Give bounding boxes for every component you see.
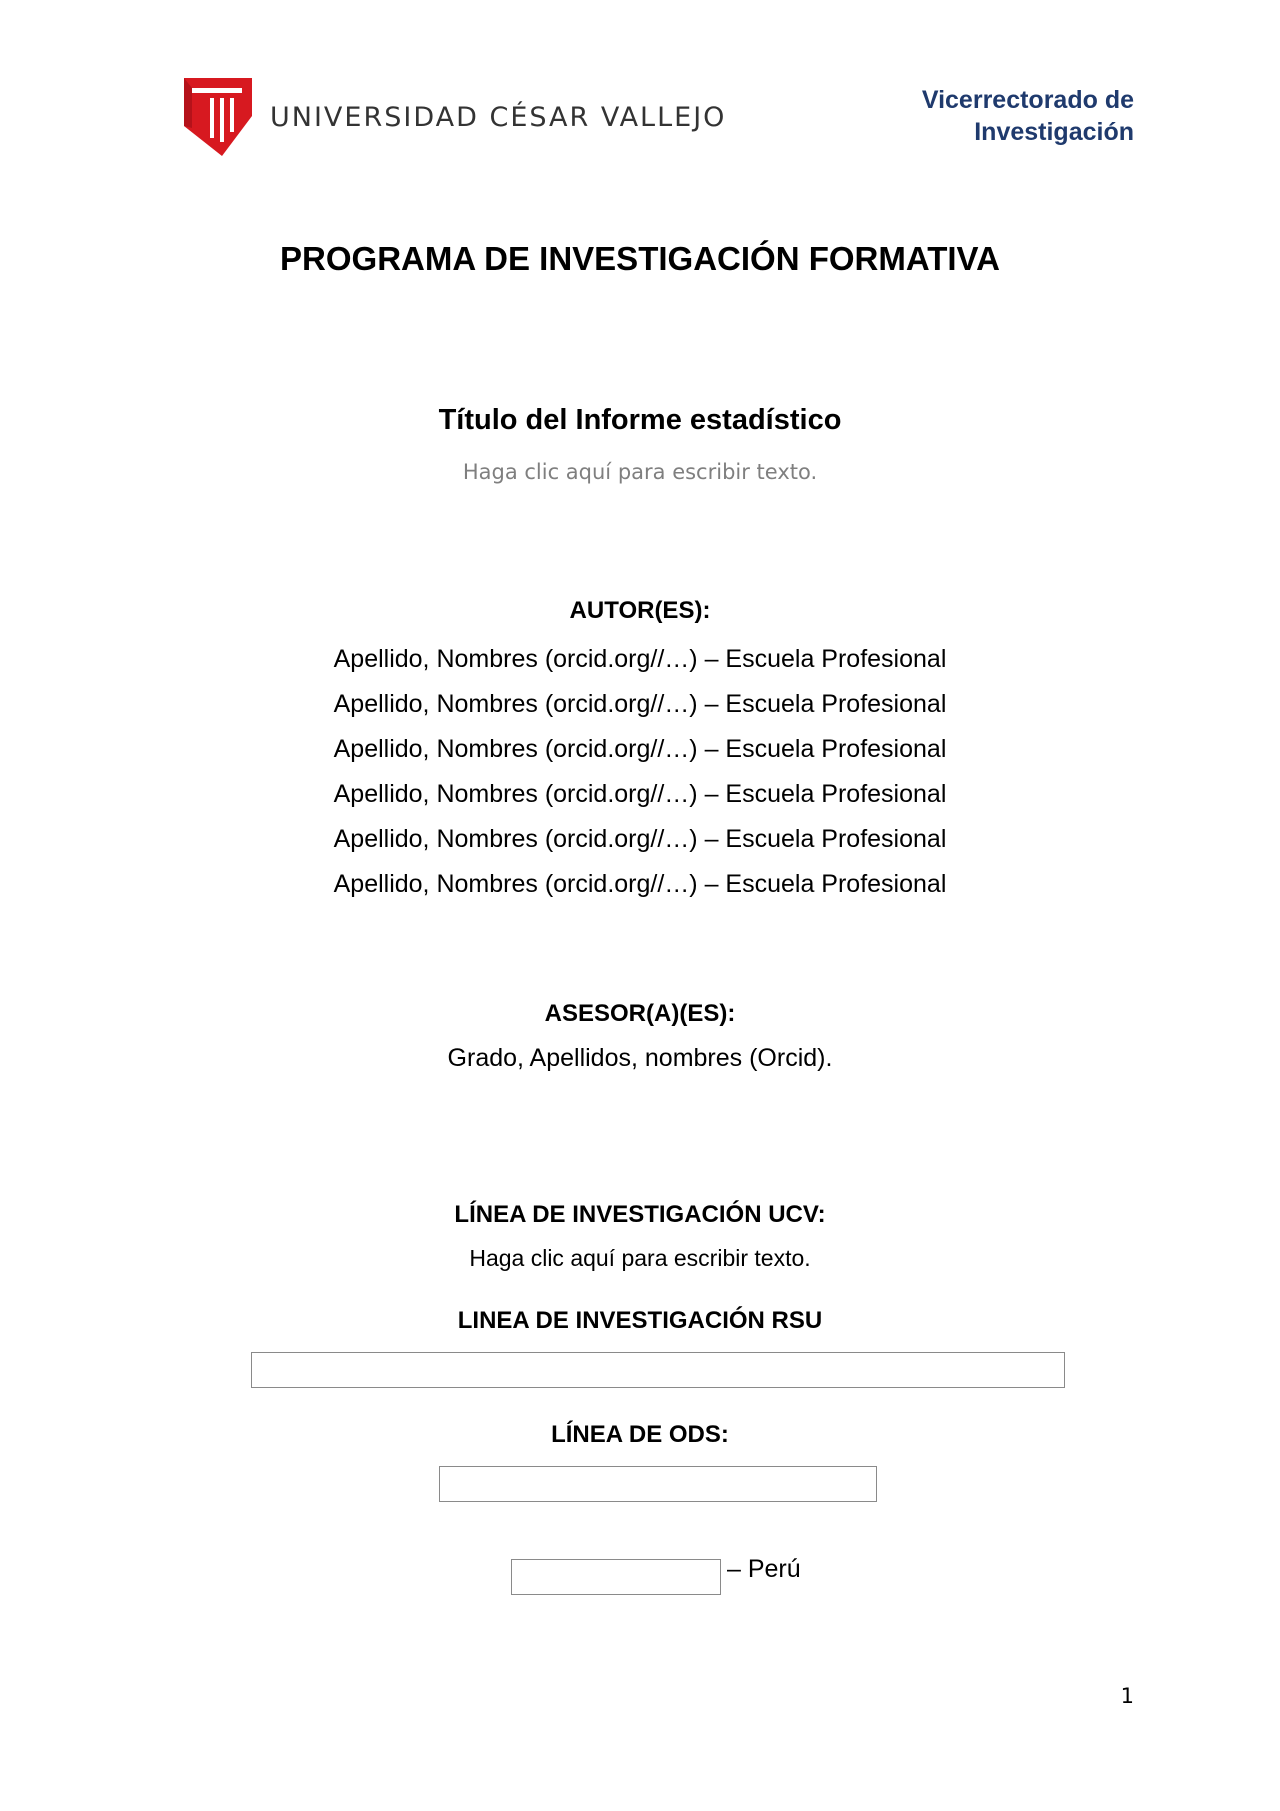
university-name: UNIVERSIDAD CÉSAR VALLEJO bbox=[270, 102, 727, 133]
linea-rsu-heading: LINEA DE INVESTIGACIÓN RSU bbox=[457, 1307, 823, 1334]
linea-rsu-field[interactable] bbox=[251, 1352, 1065, 1388]
office-name bbox=[922, 84, 1134, 148]
office-name-line1: Vicerrectorado de bbox=[921, 86, 1134, 114]
linea-ods-field[interactable] bbox=[439, 1466, 877, 1502]
university-shield-icon bbox=[182, 76, 254, 158]
country-label: – Perú bbox=[727, 1555, 801, 1583]
author-line: Apellido, Nombres (orcid.org//…) – Escuela Profesional bbox=[333, 825, 947, 853]
author-line: Apellido, Nombres (orcid.org//…) – Escuela Profesional bbox=[333, 645, 947, 673]
page-header bbox=[182, 76, 1134, 160]
page-number: 1 bbox=[1120, 1684, 1134, 1708]
author-line: Apellido, Nombres (orcid.org//…) – Escuela Profesional bbox=[333, 690, 947, 718]
office-name-line2: Investigación bbox=[974, 118, 1134, 146]
city-field[interactable] bbox=[511, 1559, 721, 1595]
program-title: PROGRAMA DE INVESTIGACIÓN FORMATIVA bbox=[280, 240, 1000, 277]
advisors-value: Grado, Apellidos, nombres (Orcid). bbox=[447, 1044, 833, 1072]
authors-list bbox=[0, 637, 1280, 907]
advisors-heading: ASESOR(A)(ES): bbox=[544, 1000, 736, 1027]
report-title-placeholder[interactable]: Haga clic aquí para escribir texto. bbox=[462, 460, 818, 484]
linea-ods-heading: LÍNEA DE ODS: bbox=[551, 1421, 729, 1448]
authors-heading: AUTOR(ES): bbox=[569, 597, 711, 624]
author-line: Apellido, Nombres (orcid.org//…) – Escuela Profesional bbox=[333, 870, 947, 898]
report-title: Título del Informe estadístico bbox=[438, 404, 842, 436]
author-line: Apellido, Nombres (orcid.org//…) – Escuela Profesional bbox=[333, 735, 947, 763]
linea-ucv-placeholder[interactable]: Haga clic aquí para escribir texto. bbox=[469, 1245, 811, 1271]
university-logo bbox=[182, 76, 727, 160]
linea-ucv-heading: LÍNEA DE INVESTIGACIÓN UCV: bbox=[454, 1201, 826, 1228]
author-line: Apellido, Nombres (orcid.org//…) – Escuela Profesional bbox=[333, 780, 947, 808]
